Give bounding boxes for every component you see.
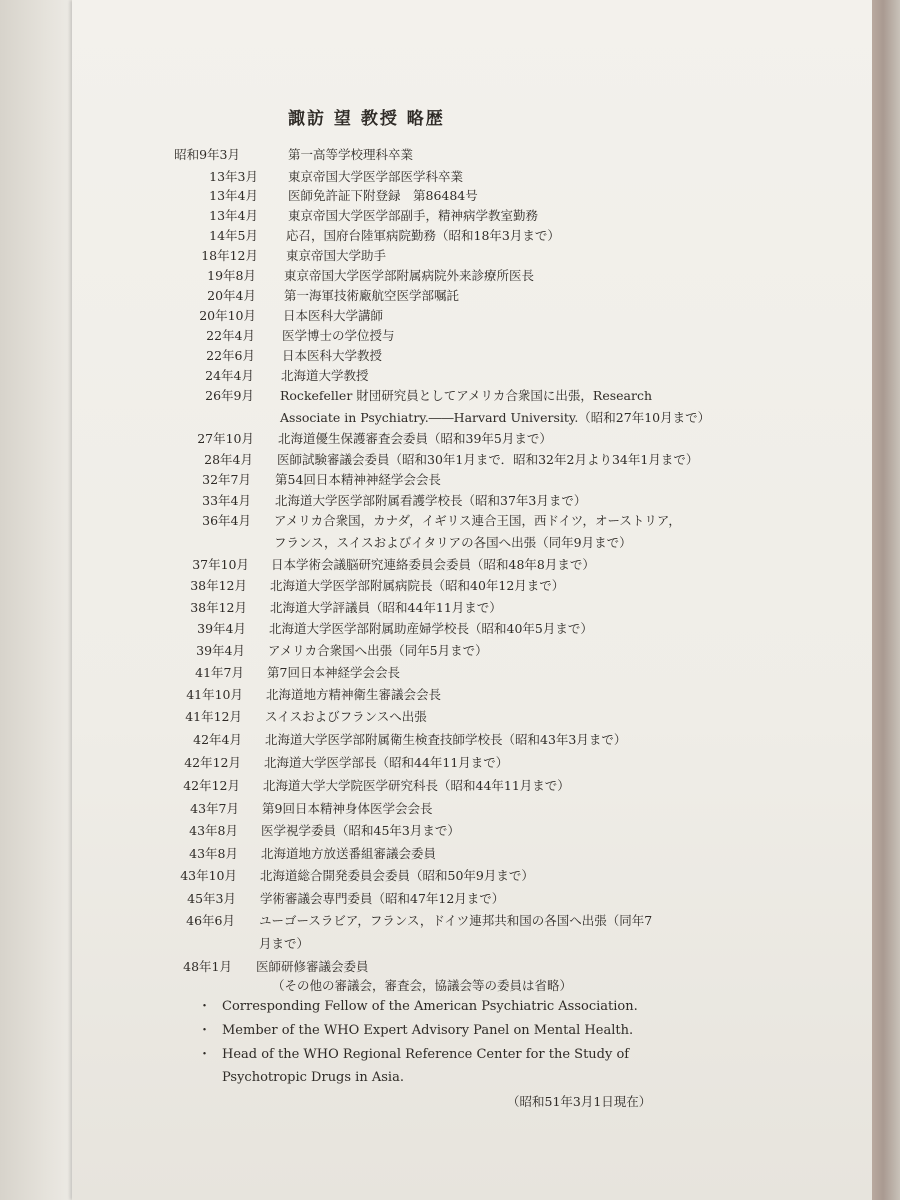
entry-text-continued: フランス，スイスおよびイタリアの各国へ出張（同年9月まで） — [274, 535, 632, 550]
entry-text: 医学博士の学位授与 — [282, 328, 395, 343]
entry-date: 昭和9年3月 — [174, 147, 240, 162]
affiliation-item — [198, 1020, 634, 1042]
career-entry — [0, 513, 860, 551]
career-entry — [0, 732, 860, 748]
entry-date: 37年10月 — [192, 557, 249, 572]
as-of-date: （昭和51年3月1日現在） — [507, 1094, 652, 1109]
affiliation-item — [222, 1067, 404, 1089]
affiliation-item — [198, 1044, 630, 1066]
career-entry — [0, 472, 860, 488]
career-entry — [0, 557, 860, 573]
affiliation-text: Psychotropic Drugs in Asia. — [222, 1070, 404, 1085]
entry-date: 20年10月 — [199, 308, 256, 323]
entry-text: 東京帝国大学医学部附属病院外来診療所医長 — [284, 268, 535, 283]
entry-text: 東京帝国大学医学部副手，精神病学教室勤務 — [288, 208, 539, 223]
entry-text-continued: Associate in Psychiatry.――Harvard University.（昭和27年10月まで） — [280, 410, 711, 425]
entry-text: 北海道総合開発委員会委員（昭和50年9月まで） — [260, 868, 534, 883]
career-entry — [0, 431, 860, 447]
entry-text-continued: 月まで） — [259, 936, 310, 951]
entry-text: 日本医科大学教授 — [282, 348, 383, 363]
page-title: 諏訪 望 教授 略歴 — [288, 109, 445, 129]
entry-date: 39年4月 — [197, 621, 246, 636]
entry-text: 医師研修審議会委員 — [256, 959, 369, 974]
career-entry — [0, 600, 860, 616]
career-entry — [0, 578, 860, 594]
entry-text: 北海道大学評議員（昭和44年11月まで） — [270, 600, 502, 615]
entry-text: 応召，国府台陸軍病院勤務（昭和18年3月まで） — [286, 228, 560, 243]
entry-date: 13年4月 — [209, 208, 258, 223]
career-entry — [0, 268, 860, 284]
entry-text: 医学視学委員（昭和45年3月まで） — [261, 823, 460, 838]
entry-date: 14年5月 — [209, 228, 258, 243]
entry-text: 第7回日本神経学会会長 — [267, 665, 400, 680]
entry-date: 41年10月 — [186, 687, 243, 702]
entry-date: 22年6月 — [206, 348, 255, 363]
career-entry — [0, 687, 860, 703]
career-entry — [0, 823, 860, 839]
career-entry — [0, 891, 860, 907]
career-entry — [0, 665, 860, 681]
entry-date: 27年10月 — [197, 431, 254, 446]
entry-text: 第54回日本精神神経学会会長 — [275, 472, 441, 487]
entry-date: 41年7月 — [195, 665, 244, 680]
entry-date: 24年4月 — [205, 368, 254, 383]
bullet-dot-icon: ・ — [198, 1023, 212, 1038]
career-entry — [0, 147, 860, 163]
career-entry — [0, 308, 860, 324]
career-entry — [0, 208, 860, 224]
career-entry — [0, 621, 860, 637]
entry-text: スイスおよびフランスへ出張 — [265, 709, 427, 724]
entry-text: 北海道大学医学部附属助産婦学校長（昭和40年5月まで） — [269, 621, 593, 636]
affiliation-item — [198, 996, 638, 1018]
bullet-dot-icon: ・ — [198, 999, 212, 1014]
career-entry — [0, 288, 860, 304]
entry-text: アメリカ合衆国，カナダ，イギリス連合王国，西ドイツ，オーストリア， — [274, 513, 681, 528]
entry-text: 東京帝国大学医学部医学科卒業 — [288, 169, 464, 184]
affiliation-text: Member of the WHO Expert Advisory Panel on Mental Health. — [222, 1023, 634, 1038]
entry-text: 学術審議会専門委員（昭和47年12月まで） — [260, 891, 505, 906]
entry-date: 36年4月 — [202, 513, 251, 528]
entry-text: 東京帝国大学助手 — [286, 248, 387, 263]
entry-date: 46年6月 — [186, 913, 235, 928]
career-entry — [0, 755, 860, 771]
entry-date: 48年1月 — [183, 959, 232, 974]
entry-date: 18年12月 — [201, 248, 258, 263]
entry-text: 北海道大学教授 — [281, 368, 369, 383]
entry-date: 38年12月 — [190, 578, 247, 593]
entry-date: 28年4月 — [204, 452, 253, 467]
career-entry — [0, 388, 860, 426]
entry-date: 32年7月 — [202, 472, 251, 487]
entry-date: 13年4月 — [209, 188, 258, 203]
entry-date: 43年8月 — [189, 823, 238, 838]
entry-date: 42年12月 — [183, 778, 240, 793]
entry-date: 41年12月 — [185, 709, 242, 724]
omission-note: （その他の審議会，審査会，協議会等の委員は省略） — [272, 978, 573, 993]
entry-text: アメリカ合衆国へ出張（同年5月まで） — [268, 643, 488, 658]
career-entry — [0, 709, 860, 725]
entry-date: 13年3月 — [209, 169, 258, 184]
entry-text: 北海道大学大学院医学研究科長（昭和44年11月まで） — [263, 778, 570, 793]
career-entry — [0, 801, 860, 817]
career-entry — [0, 348, 860, 364]
career-entry — [0, 778, 860, 794]
entry-text: 第9回日本精神身体医学会会長 — [262, 801, 433, 816]
career-entry — [0, 328, 860, 344]
entry-date: 42年4月 — [193, 732, 242, 747]
career-entry — [0, 493, 860, 509]
entry-text: 第一高等学校理科卒業 — [288, 147, 414, 162]
entry-text: 日本学術会議脳研究連絡委員会委員（昭和48年8月まで） — [271, 557, 595, 572]
career-entry — [0, 228, 860, 244]
career-entry — [0, 868, 860, 884]
entry-text: ユーゴースラビア，フランス，ドイツ連邦共和国の各国へ出張（同年7 — [259, 913, 653, 928]
entry-date: 43年8月 — [189, 846, 238, 861]
entry-date: 39年4月 — [196, 643, 245, 658]
affiliation-text: Corresponding Fellow of the American Psychiatric Association. — [222, 999, 638, 1014]
entry-date: 22年4月 — [206, 328, 255, 343]
entry-text: Rockefeller 財団研究員としてアメリカ合衆国に出張，Research — [280, 388, 653, 403]
career-entry — [0, 452, 860, 468]
entry-date: 45年3月 — [187, 891, 236, 906]
entry-text: 北海道大学医学部長（昭和44年11月まで） — [264, 755, 509, 770]
entry-date: 20年4月 — [207, 288, 256, 303]
career-entry — [0, 643, 860, 659]
entry-date: 19年8月 — [207, 268, 256, 283]
entry-text: 北海道地方精神衛生審議会会長 — [266, 687, 442, 702]
entry-text: 日本医科大学講師 — [283, 308, 384, 323]
career-entry — [0, 913, 860, 952]
entry-date: 42年12月 — [184, 755, 241, 770]
entry-date: 33年4月 — [202, 493, 251, 508]
book-edge — [872, 0, 900, 1200]
career-entry — [0, 188, 860, 204]
entry-date: 26年9月 — [205, 388, 254, 403]
entry-text: 医師試験審議会委員（昭和30年1月まで．昭和32年2月より34年1月まで） — [277, 452, 699, 467]
entry-text: 医師免許証下附登録 第86484号 — [288, 188, 478, 203]
entry-text: 北海道大学医学部附属病院長（昭和40年12月まで） — [270, 578, 565, 593]
entry-text: 北海道地方放送番組審議会委員 — [261, 846, 437, 861]
entry-text: 第一海軍技術廠航空医学部嘱託 — [284, 288, 460, 303]
entry-text: 北海道大学医学部附属衛生検査技師学校長（昭和43年3月まで） — [265, 732, 627, 747]
career-entry — [0, 368, 860, 384]
bullet-dot-icon: ・ — [198, 1047, 212, 1062]
entry-text: 北海道優生保護審査会委員（昭和39年5月まで） — [278, 431, 552, 446]
affiliation-text: Head of the WHO Regional Reference Center for the Study of — [222, 1047, 630, 1062]
career-entry — [0, 959, 860, 975]
career-entry — [0, 248, 860, 264]
entry-date: 38年12月 — [190, 600, 247, 615]
entry-text: 北海道大学医学部附属看護学校長（昭和37年3月まで） — [275, 493, 587, 508]
entry-date: 43年10月 — [180, 868, 237, 883]
career-entry — [0, 169, 860, 185]
career-entry — [0, 846, 860, 862]
entry-date: 43年7月 — [190, 801, 239, 816]
